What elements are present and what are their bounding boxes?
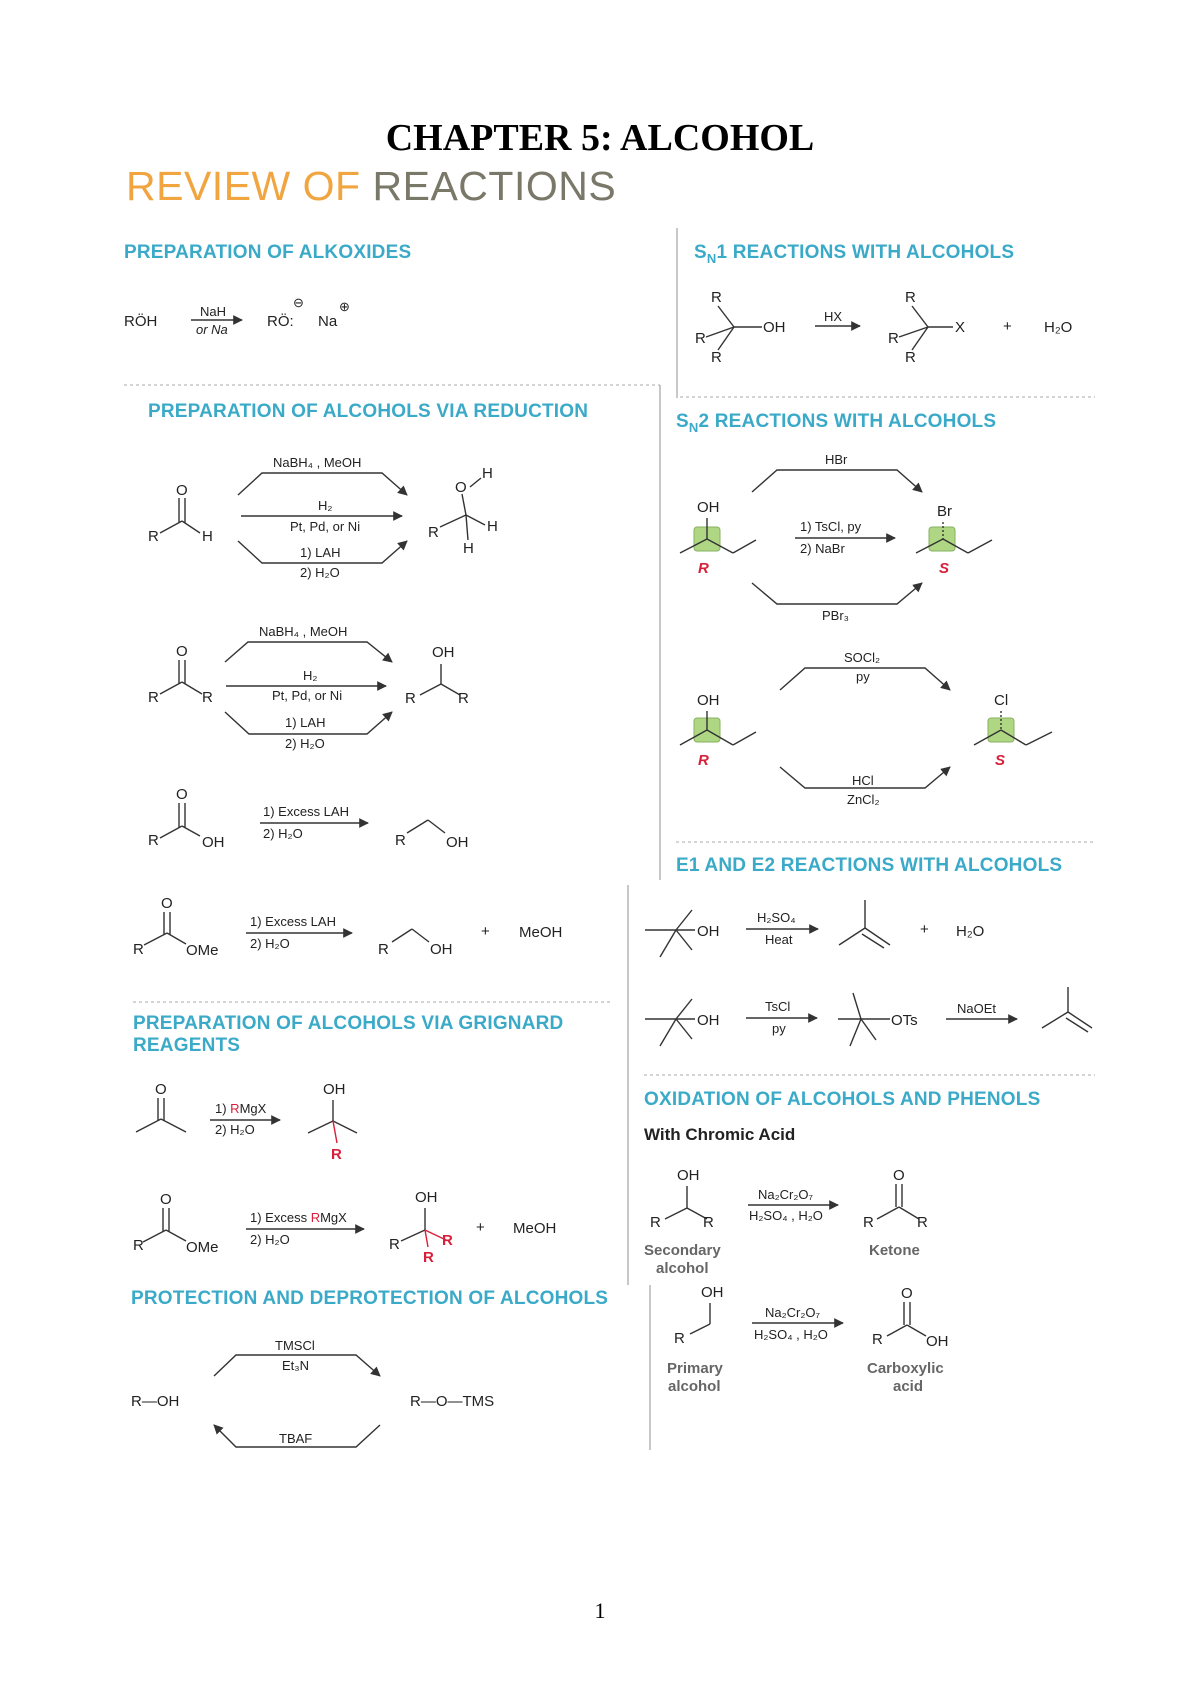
excess-rmgx-prefix: 1) Excess xyxy=(250,1210,311,1225)
oxidation-primary xyxy=(667,1284,949,1395)
o-label: O xyxy=(176,643,188,660)
et3n-label: Et₃N xyxy=(282,1358,309,1373)
r-left-product: R xyxy=(888,330,899,347)
rmgx-suffix: MgX xyxy=(239,1101,267,1116)
r-added-label: R xyxy=(331,1146,342,1163)
oh-label-product: OH xyxy=(926,1333,949,1350)
h2o-label: 2) H₂O xyxy=(250,1232,290,1247)
bond-or-arrow-stroke xyxy=(1068,1012,1092,1028)
sn2-chloride xyxy=(680,650,1052,807)
r-label: R xyxy=(133,1237,144,1254)
socl2-label: SOCl₂ xyxy=(844,650,881,665)
bond-or-arrow-stroke xyxy=(1042,1012,1068,1028)
bond-or-arrow-stroke xyxy=(225,642,392,662)
review-heading-part-b: REACTIONS xyxy=(372,163,617,209)
section-e1e2: E1 AND E2 REACTIONS WITH ALCOHOLS xyxy=(676,855,1063,876)
ester-reduction xyxy=(133,895,562,959)
sn1-num: 1 xyxy=(716,242,728,263)
r-label: R xyxy=(703,1214,714,1231)
oh-label-product: OH xyxy=(430,941,453,958)
sn2-bromide xyxy=(680,452,992,623)
r-label: R xyxy=(148,528,159,545)
chapter-title: CHAPTER 5: ALCOHOL xyxy=(385,117,815,159)
oh-label-product: OH xyxy=(432,644,455,661)
lah-label: 1) LAH xyxy=(300,545,341,560)
r-bottom-product: R xyxy=(905,349,916,366)
bond-or-arrow-stroke xyxy=(968,540,992,553)
sn2-text: REACTIONS WITH ALCOHOLS xyxy=(714,411,997,432)
bond-or-arrow-stroke xyxy=(466,515,468,540)
r-label: R xyxy=(674,1330,685,1347)
bond-or-arrow-stroke xyxy=(850,1019,861,1046)
tscl-label: TsCl xyxy=(765,999,791,1014)
o-label: O xyxy=(161,895,173,912)
bond-or-arrow-stroke xyxy=(160,826,182,838)
ome-label: OMe xyxy=(186,1239,219,1256)
bond-or-arrow-stroke xyxy=(161,1119,186,1132)
bond-or-arrow-stroke xyxy=(676,910,692,930)
r-label-product: R xyxy=(917,1214,928,1231)
h-label-product: H xyxy=(463,540,474,557)
bond-or-arrow-stroke xyxy=(907,1325,926,1336)
review-heading-part-a: REVIEW OF xyxy=(126,163,361,209)
page-number: 1 xyxy=(594,1598,606,1623)
r-top: R xyxy=(711,289,722,306)
bond-or-arrow-stroke xyxy=(466,515,485,525)
bond-or-arrow-stroke xyxy=(676,930,692,950)
excess-rmgx-r: R xyxy=(310,1210,321,1225)
acid-reduction xyxy=(148,786,469,851)
tbaf-label: TBAF xyxy=(279,1431,313,1446)
h2so4-label: H₂SO₄ xyxy=(757,910,796,925)
alcohol-label: alcohol xyxy=(668,1378,721,1395)
h-label-product: H xyxy=(482,465,493,482)
hx-label: HX xyxy=(824,309,843,324)
ketone-reduction xyxy=(148,624,469,751)
hcl-label: HCl xyxy=(852,773,874,788)
alkoxide-label: RÖ: xyxy=(267,313,294,330)
oh-label: OH xyxy=(697,499,720,516)
bond-or-arrow-stroke xyxy=(144,933,167,945)
bond-or-arrow-stroke xyxy=(660,930,676,957)
bond-or-arrow-stroke xyxy=(861,1019,876,1040)
oh-label-product: OH xyxy=(323,1081,346,1098)
section-alkoxides: PREPARATION OF ALKOXIDES xyxy=(124,242,412,263)
lah-label: 1) LAH xyxy=(285,715,326,730)
r-label: R xyxy=(148,689,159,706)
h2o-label: 2) H₂O xyxy=(250,936,290,951)
bond-or-arrow-stroke xyxy=(865,928,890,945)
cl-label: Cl xyxy=(994,692,1009,709)
r-label-product: R xyxy=(458,690,469,707)
sn1-n: N xyxy=(706,250,717,266)
excess-lah-label: 1) Excess LAH xyxy=(263,804,349,819)
bond-or-arrow-stroke xyxy=(160,682,182,694)
bond-or-arrow-stroke xyxy=(440,515,466,527)
bond-or-arrow-stroke xyxy=(660,1019,676,1046)
aldehyde-reduction xyxy=(148,455,498,580)
r-label: R xyxy=(148,832,159,849)
x-label: X xyxy=(955,319,966,336)
methanol-label: MeOH xyxy=(513,1220,557,1237)
oh-label: OH xyxy=(697,692,720,709)
oh-label-product: OH xyxy=(446,834,469,851)
plus-sign: + xyxy=(920,921,929,938)
rmgx-r: R xyxy=(230,1101,240,1116)
plus-sign: + xyxy=(1003,318,1012,335)
rmgx-prefix: 1) xyxy=(215,1101,231,1116)
naoet-label: NaOEt xyxy=(957,1001,997,1016)
bond-or-arrow-stroke xyxy=(912,306,928,327)
tmscl-label: TMSCl xyxy=(275,1338,315,1353)
plus-sign: + xyxy=(476,1219,485,1236)
r-label-product: R xyxy=(405,690,416,707)
h2-label: H₂ xyxy=(303,668,318,683)
r-label: R xyxy=(650,1214,661,1231)
bond-or-arrow-stroke xyxy=(166,1230,186,1241)
h2so4-h2o-label: H₂SO₄ , H₂O xyxy=(749,1208,823,1223)
bond-or-arrow-stroke xyxy=(143,1230,166,1242)
oh-label: OH xyxy=(202,834,225,851)
s-config-label: S xyxy=(995,752,1006,769)
bond-or-arrow-stroke xyxy=(470,478,481,487)
grignard-ketone xyxy=(136,1081,357,1163)
bond-or-arrow-stroke xyxy=(462,494,466,515)
bond-or-arrow-stroke xyxy=(733,540,756,553)
h2-label: H₂ xyxy=(318,498,333,513)
secondary-label: Secondary xyxy=(644,1242,721,1259)
e1-reaction xyxy=(645,900,984,957)
h2so4-h2o-label: H₂SO₄ , H₂O xyxy=(754,1327,828,1342)
grignard-ester xyxy=(133,1189,556,1266)
or-na-label: or Na xyxy=(196,322,228,337)
o-label-product: O xyxy=(455,479,467,496)
sn2-n: N xyxy=(688,419,699,435)
bond-or-arrow-stroke xyxy=(862,934,884,948)
bond-or-arrow-stroke xyxy=(718,306,734,327)
sodium-label: Na xyxy=(318,313,338,330)
na2cr2o7-label: Na₂Cr₂O₇ xyxy=(758,1187,814,1202)
nabr-label: 2) NaBr xyxy=(800,541,845,556)
section-oxidation: OXIDATION OF ALCOHOLS AND PHENOLS xyxy=(644,1089,1041,1110)
ots-label: OTs xyxy=(891,1012,918,1029)
section-protection: PROTECTION AND DEPROTECTION OF ALCOHOLS xyxy=(131,1288,609,1309)
r-bottom: R xyxy=(711,349,722,366)
bond-or-arrow-stroke xyxy=(877,1207,899,1219)
chromic-acid-subheading: With Chromic Acid xyxy=(644,1125,796,1144)
bond-or-arrow-stroke xyxy=(182,521,200,533)
py-label: py xyxy=(772,1021,786,1036)
grignard-line-2: REAGENTS xyxy=(133,1035,241,1056)
o-label: O xyxy=(176,786,188,803)
bond-or-arrow-stroke xyxy=(752,470,922,492)
r-label: R xyxy=(133,941,144,958)
bond-or-arrow-stroke xyxy=(392,929,412,942)
ome-label: OMe xyxy=(186,942,219,959)
grignard-line-1: PREPARATION OF ALCOHOLS VIA GRIGNARD xyxy=(133,1013,564,1034)
carboxylic-label: Carboxylic xyxy=(867,1360,944,1377)
ketone-label: Ketone xyxy=(869,1242,920,1259)
alkoxide-reaction xyxy=(124,295,350,337)
h2o-label: 2) H₂O xyxy=(285,736,325,751)
tscl-py-label: 1) TsCl, py xyxy=(800,519,862,534)
bond-or-arrow-stroke xyxy=(1066,1018,1088,1032)
minus-charge: ⊖ xyxy=(293,295,304,310)
sn1-reaction xyxy=(695,289,1072,366)
o-label-product: O xyxy=(893,1167,905,1184)
nabh4-label: NaBH₄ , MeOH xyxy=(273,455,362,470)
r-label-product: R xyxy=(428,524,439,541)
bond-or-arrow-stroke xyxy=(690,1324,710,1334)
bond-or-arrow-stroke xyxy=(676,1019,692,1039)
o-label: O xyxy=(155,1081,167,1098)
primary-label: Primary xyxy=(667,1360,723,1377)
bond-or-arrow-stroke xyxy=(238,473,407,495)
bond-or-arrow-stroke xyxy=(167,933,186,944)
section-reduction: PREPARATION OF ALCOHOLS VIA REDUCTION xyxy=(148,401,589,422)
bond-or-arrow-stroke xyxy=(401,1230,425,1241)
sn2-num: 2 xyxy=(698,411,710,432)
r-label: R xyxy=(202,689,213,706)
bond-or-arrow-stroke xyxy=(333,1121,357,1133)
nah-label: NaH xyxy=(200,304,227,319)
bond-or-arrow-stroke xyxy=(333,1121,337,1143)
bond-or-arrow-stroke xyxy=(752,583,922,604)
r-label-product: R xyxy=(395,832,406,849)
bond-or-arrow-stroke xyxy=(665,1208,687,1219)
h2o-label: 2) H₂O xyxy=(215,1122,255,1137)
py-label: py xyxy=(856,669,870,684)
o-label: O xyxy=(160,1191,172,1208)
acid-label: acid xyxy=(893,1378,924,1395)
bond-or-arrow-stroke xyxy=(428,820,445,833)
r-added-label: R xyxy=(442,1232,453,1249)
nabh4-label: NaBH₄ , MeOH xyxy=(259,624,348,639)
protection-reaction xyxy=(131,1338,494,1447)
r-config-label: R xyxy=(698,560,709,577)
h2o-label: 2) H₂O xyxy=(300,565,340,580)
h2o-label: 2) H₂O xyxy=(263,826,303,841)
bond-or-arrow-stroke xyxy=(412,929,429,942)
oxidation-secondary xyxy=(644,1167,928,1277)
zncl2-label: ZnCl₂ xyxy=(847,792,880,807)
excess-rmgx-suffix: MgX xyxy=(320,1210,347,1225)
bond-or-arrow-stroke xyxy=(853,993,861,1019)
catalyst-label: Pt, Pd, or Ni xyxy=(290,519,361,534)
bond-or-arrow-stroke xyxy=(425,1230,428,1247)
rmgx-label xyxy=(215,1101,267,1116)
r-label-product: R xyxy=(872,1331,883,1348)
bond-or-arrow-stroke xyxy=(160,521,182,533)
bond-or-arrow-stroke xyxy=(1026,732,1052,745)
methanol-label: MeOH xyxy=(519,924,563,941)
r-left: R xyxy=(695,330,706,347)
oh-label: OH xyxy=(701,1284,724,1301)
excess-lah-label: 1) Excess LAH xyxy=(250,914,336,929)
bond-or-arrow-stroke xyxy=(899,327,928,337)
bond-or-arrow-stroke xyxy=(899,1207,919,1219)
r-config-label: R xyxy=(698,752,709,769)
roh-label: RÖH xyxy=(124,313,158,330)
r-added-label: R xyxy=(423,1249,434,1266)
bond-or-arrow-stroke xyxy=(308,1121,333,1133)
water-label: H₂O xyxy=(956,923,985,940)
sn2-s: S xyxy=(676,411,689,432)
excess-rmgx-label xyxy=(250,1210,347,1225)
r-top-product: R xyxy=(905,289,916,306)
plus-charge: ⊕ xyxy=(339,299,350,314)
na2cr2o7-label: Na₂Cr₂O₇ xyxy=(765,1305,821,1320)
bond-or-arrow-stroke xyxy=(733,732,756,745)
bond-or-arrow-stroke xyxy=(676,999,692,1019)
bond-or-arrow-stroke xyxy=(839,928,865,945)
heat-label: Heat xyxy=(765,932,793,947)
o-label: O xyxy=(176,482,188,499)
e2-reaction xyxy=(645,987,1092,1046)
oh-label: OH xyxy=(697,1012,720,1029)
bond-or-arrow-stroke xyxy=(182,682,202,694)
bond-or-arrow-stroke xyxy=(887,1325,907,1336)
alcohol-label: R—OH xyxy=(131,1393,180,1410)
oh-label: OH xyxy=(677,1167,700,1184)
h-label-product: H xyxy=(487,518,498,535)
hbr-label: HBr xyxy=(825,452,848,467)
plus-sign: + xyxy=(481,923,490,940)
pbr3-label: PBr₃ xyxy=(822,608,849,623)
oh-label: OH xyxy=(763,319,786,336)
oh-label-product: OH xyxy=(415,1189,438,1206)
r-label-product: R xyxy=(378,941,389,958)
oh-label: OH xyxy=(697,923,720,940)
r-label-product: R xyxy=(389,1236,400,1253)
bond-or-arrow-stroke xyxy=(407,820,428,833)
h-label: H xyxy=(202,528,213,545)
bond-or-arrow-stroke xyxy=(136,1119,161,1132)
br-label: Br xyxy=(937,503,952,520)
alcohol-label: alcohol xyxy=(656,1260,709,1277)
sn1-text: REACTIONS WITH ALCOHOLS xyxy=(732,242,1015,263)
o-label-product: O xyxy=(901,1285,913,1302)
silyl-ether-label: R—O—TMS xyxy=(410,1393,495,1410)
bond-or-arrow-stroke xyxy=(182,826,200,836)
r-label-product: R xyxy=(863,1214,874,1231)
water-label: H₂O xyxy=(1044,319,1073,336)
s-config-label: S xyxy=(939,560,950,577)
sn1-s: S xyxy=(694,242,707,263)
catalyst-label: Pt, Pd, or Ni xyxy=(272,688,343,703)
bond-or-arrow-stroke xyxy=(420,684,441,695)
